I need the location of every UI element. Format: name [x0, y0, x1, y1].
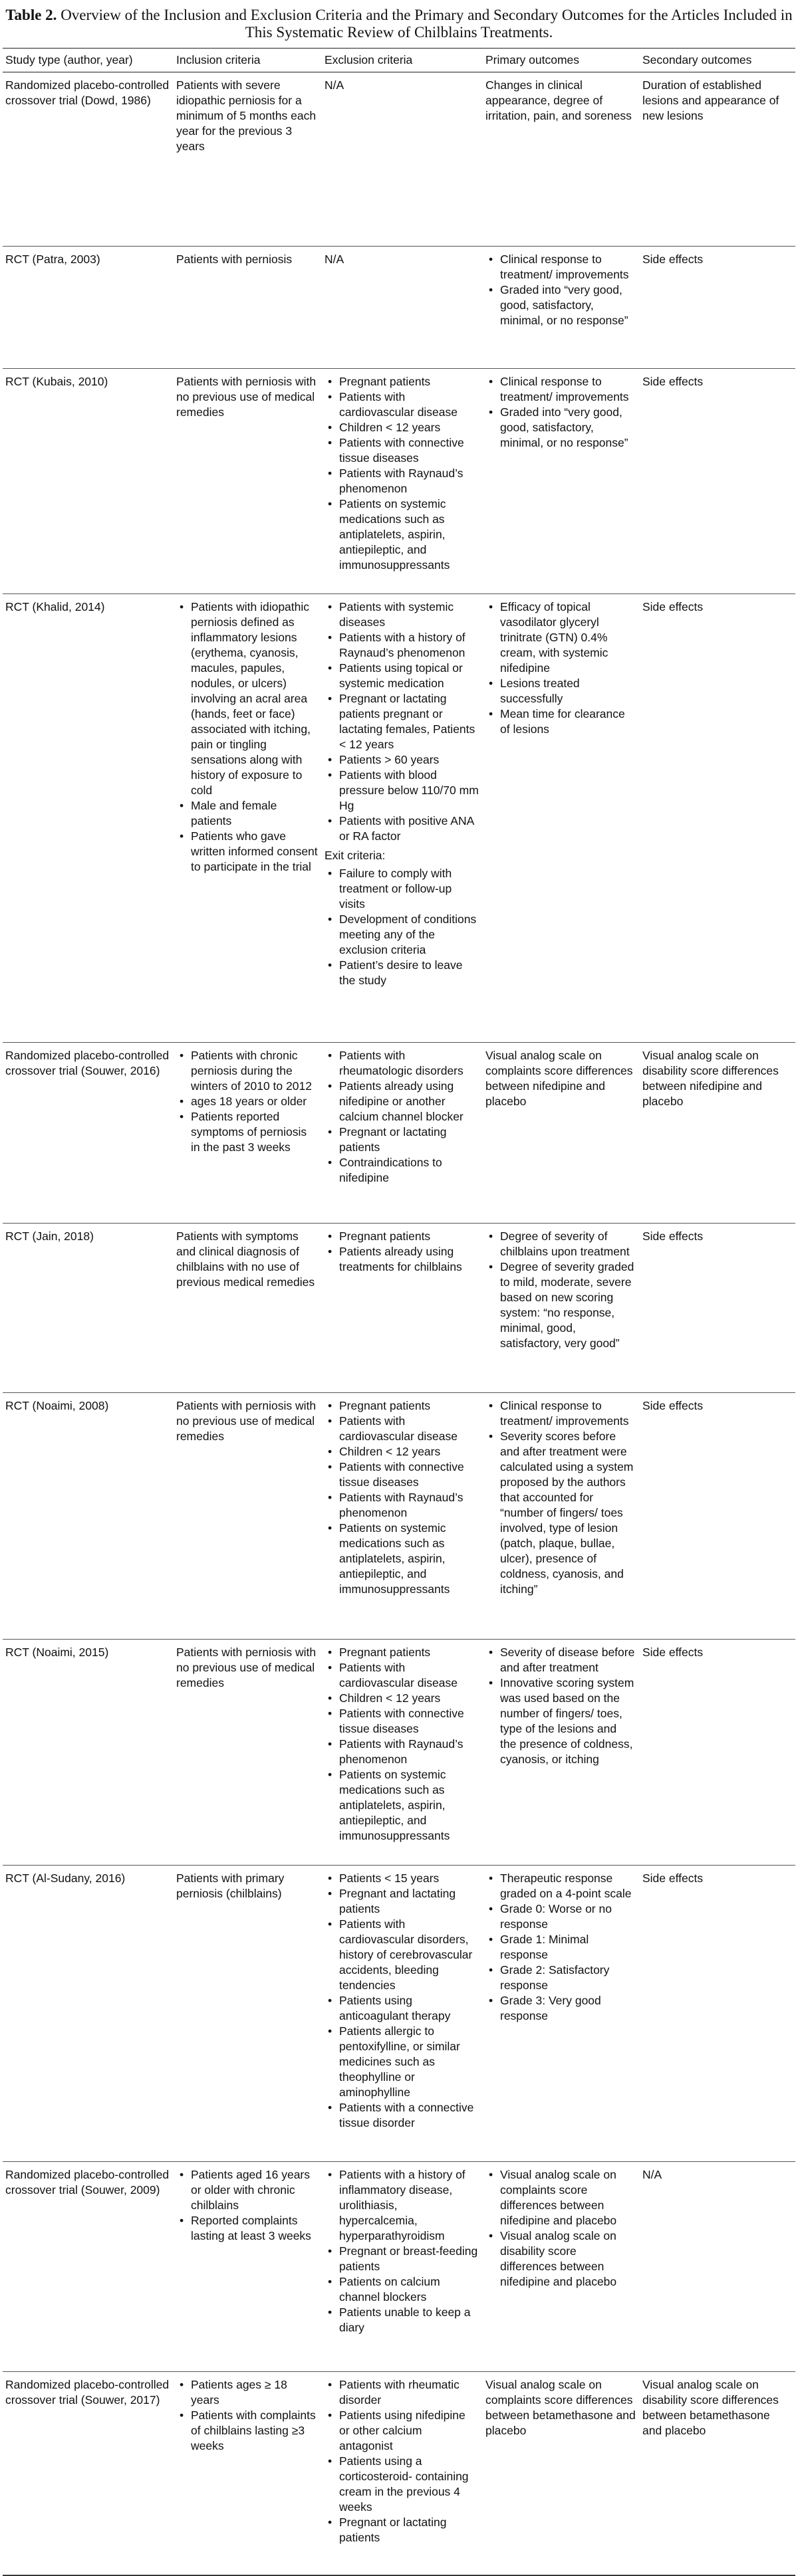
cell-primary-outcomes: [483, 2162, 640, 2372]
bullet-item: • Patients allergic to pentoxifylline, or similar medicines such as theophylline or aminophylline: [325, 2024, 479, 2100]
cell-primary-outcomes: [483, 2372, 640, 2575]
cell-secondary-outcomes: [640, 2162, 795, 2372]
bullet-item: • Patients on systemic medications such as antiplatelets, aspirin, antiepileptic, and immunosuppressants: [325, 1521, 479, 1597]
cell-study-type: Randomized placebo-controlled crossover trial (Souwer, 2017): [5, 2378, 170, 2407]
cell-text: N/A: [642, 2168, 662, 2181]
bullet-item: • Clinical response to treatment/ improvements: [485, 1398, 636, 1429]
bullet-item: • Patients with cardiovascular disease: [325, 389, 479, 420]
cell-text: Side effects: [642, 1230, 704, 1243]
cell-text: Patients with perniosis with no previous use of medical remedies: [176, 1399, 317, 1443]
cell-text: Side effects: [642, 600, 704, 613]
cell-text: Changes in clinical appearance, degree of irritation, pain, and soreness: [485, 78, 632, 122]
bullet-item: • Patients with a history of Raynaud’s phenomenon: [325, 630, 479, 661]
bullet-item: • Patients with connective tissue diseases: [325, 1706, 479, 1737]
cell-text: Side effects: [642, 253, 704, 266]
bullet-item: • Degree of severity graded to mild, moderate, severe based on new scoring system: “no response, minimal, good, satisfactory, very good”: [485, 1259, 636, 1351]
bullet-item: • Patients with cardiovascular disease: [325, 1414, 479, 1444]
cell-exclusion-criteria: [322, 2162, 483, 2372]
bullet-item: • Patients with chronic perniosis during the winters of 2010 to 2012: [176, 1048, 318, 1094]
bullet-list: [176, 1048, 318, 1155]
bullet-item: • Patients with connective tissue diseases: [325, 1459, 479, 1490]
bullet-list: [325, 374, 479, 573]
bullet-item: • Contraindications to nifedipine: [325, 1155, 479, 1186]
bullet-list: [485, 252, 636, 328]
bullet-item: • Patients with positive ANA or RA factor: [325, 813, 479, 844]
cell-exclusion-criteria: [322, 1640, 483, 1866]
header-primary-outcomes: Primary outcomes: [483, 49, 640, 72]
bullet-item: • Grade 3: Very good response: [485, 1993, 636, 2024]
table-caption-text: Overview of the Inclusion and Exclusion Criteria and the Primary and Secondary Outcomes for the Articles Included in This Systematic Review of Chilblains Treatments.: [61, 7, 793, 41]
bullet-item: • Patients already using treatments for chilblains: [325, 1244, 479, 1275]
bullet-item: • Patients with cardiovascular disorders, history of cerebrovascular accidents, bleeding tendencies: [325, 1917, 479, 1993]
cell-text: Side effects: [642, 1872, 704, 1885]
bullet-list: [485, 1229, 636, 1351]
table-row: [3, 2372, 795, 2575]
cell-primary-outcomes: [483, 594, 640, 1043]
bullet-item: • Patients unable to keep a diary: [325, 2305, 479, 2335]
bullet-item: • Visual analog scale on disability score differences between nifedipine and placebo: [485, 2228, 636, 2290]
cell-study-type: RCT (Noaimi, 2015): [5, 1646, 109, 1659]
cell-secondary-outcomes: [640, 369, 795, 594]
bullet-item: • Patient’s desire to leave the study: [325, 958, 479, 988]
cell-exclusion-criteria: [322, 1866, 483, 2162]
table-body: [3, 72, 795, 2575]
bullet-item: • Patients with systemic diseases: [325, 599, 479, 630]
bullet-list: [485, 599, 636, 737]
bullet-item: • Grade 0: Worse or no response: [485, 1901, 636, 1932]
bullet-list: [325, 599, 479, 844]
cell-text: Side effects: [642, 1646, 704, 1659]
bullet-list: [325, 1048, 479, 1186]
cell-exclusion-criteria: [322, 1224, 483, 1393]
bullet-item: • Patients on systemic medications such as antiplatelets, aspirin, antiepileptic, and immunosuppressants: [325, 1767, 479, 1844]
bullet-item: • Children < 12 years: [325, 420, 479, 435]
bullet-list: [325, 2377, 479, 2545]
bullet-list: [485, 1871, 636, 2024]
bullet-item: • Children < 12 years: [325, 1691, 479, 1706]
bullet-item: • Therapeutic response graded on a 4-point scale: [485, 1871, 636, 1901]
cell-inclusion-criteria: [174, 72, 322, 247]
cell-primary-outcomes: [483, 1224, 640, 1393]
cell-primary-outcomes: [483, 1393, 640, 1640]
header-row: [3, 49, 795, 72]
cell-primary-outcomes: [483, 1640, 640, 1866]
cell-text: Patients with perniosis with no previous use of medical remedies: [176, 375, 317, 419]
header-exclusion-criteria: Exclusion criteria: [322, 49, 483, 72]
cell-subheading: Exit criteria:: [325, 849, 386, 862]
cell-text: Side effects: [642, 375, 704, 388]
bullet-item: • Patients > 60 years: [325, 752, 479, 768]
table-row: [3, 1224, 795, 1393]
table-caption-label: Table 2.: [5, 7, 57, 23]
bullet-item: • Patients already using nifedipine or another calcium channel blocker: [325, 1079, 479, 1125]
cell-text: Side effects: [642, 1399, 704, 1412]
bullet-item: • Clinical response to treatment/ improvements: [485, 252, 636, 282]
cell-text: Visual analog scale on complaints score differences between betamethasone and placebo: [485, 2378, 636, 2437]
table-row: [3, 1393, 795, 1640]
cell-study-type: Randomized placebo-controlled crossover trial (Souwer, 2009): [5, 2168, 170, 2197]
table-row: [3, 1043, 795, 1224]
table-row: [3, 72, 795, 247]
bullet-item: • Patients who gave written informed consent to participate in the trial: [176, 829, 318, 875]
bullet-item: • Mean time for clearance of lesions: [485, 706, 636, 737]
bullet-item: • Patients with idiopathic perniosis defined as inflammatory lesions (erythema, cyanosis, macules, papules, nodules, or ulcers) involving an acral area (hands, feet or face) associated with itching, pain or tingling sensations along with history of exposure to cold: [176, 599, 318, 798]
bullet-item: • Male and female patients: [176, 798, 318, 829]
cell-primary-outcomes: [483, 369, 640, 594]
bullet-item: • Patients with connective tissue diseases: [325, 435, 479, 466]
bullet-item: • Pregnant patients: [325, 1645, 479, 1660]
bullet-item: • Grade 1: Minimal response: [485, 1932, 636, 1963]
bullet-item: • Pregnant or breast-feeding patients: [325, 2244, 479, 2274]
table-row: [3, 2162, 795, 2372]
bullet-item: • Innovative scoring system was used based on the number of fingers/ toes, type of the lesions and the presence of coldness, cyanosis, or itching: [485, 1675, 636, 1767]
bullet-item: • Children < 12 years: [325, 1444, 479, 1459]
bullet-item: • Degree of severity of chilblains upon treatment: [485, 1229, 636, 1259]
bullet-item: • Patients with Raynaud’s phenomenon: [325, 1490, 479, 1521]
header-study-type: Study type (author, year): [3, 49, 174, 72]
cell-exclusion-criteria: [322, 247, 483, 369]
cell-text: Patients with severe idiopathic perniosis for a minimum of 5 months each year for the previous 3 years: [176, 78, 317, 153]
cell-study-type: RCT (Noaimi, 2008): [5, 1399, 109, 1412]
bullet-list: [325, 1229, 479, 1275]
cell-study-type: RCT (Patra, 2003): [5, 253, 100, 266]
bullet-item: • Reported complaints lasting at least 3 weeks: [176, 2213, 318, 2244]
bullet-item: • Patients with cardiovascular disease: [325, 1660, 479, 1691]
cell-exclusion-criteria: [322, 2372, 483, 2575]
bullet-item: • Severity of disease before and after treatment: [485, 1645, 636, 1675]
cell-secondary-outcomes: [640, 72, 795, 247]
cell-secondary-outcomes: [640, 594, 795, 1043]
cell-exclusion-criteria: [322, 72, 483, 247]
bullet-item: • Pregnant or lactating patients: [325, 1125, 479, 1155]
bullet-list: [485, 1398, 636, 1597]
cell-inclusion-criteria: [174, 247, 322, 369]
bullet-item: • ages 18 years or older: [176, 1094, 318, 1109]
bullet-list: [325, 1871, 479, 2131]
cell-inclusion-criteria: [174, 1866, 322, 2162]
cell-inclusion-criteria: [174, 2162, 322, 2372]
bullet-list: [485, 1645, 636, 1767]
bullet-item: • Patients ages ≥ 18 years: [176, 2377, 318, 2408]
bullet-item: • Patients on systemic medications such as antiplatelets, aspirin, antiepileptic, and immunosuppressants: [325, 496, 479, 573]
bullet-list: [176, 2167, 318, 2244]
cell-text: Patients with perniosis: [176, 253, 293, 266]
cell-study-type: RCT (Kubais, 2010): [5, 375, 108, 388]
cell-text: Visual analog scale on disability score differences between nifedipine and placebo: [642, 1049, 779, 1108]
table-row: [3, 247, 795, 369]
bullet-list: [176, 2377, 318, 2454]
bullet-item: • Patients using topical or systemic medication: [325, 661, 479, 691]
bullet-item: • Clinical response to treatment/ improvements: [485, 374, 636, 405]
cell-secondary-outcomes: [640, 247, 795, 369]
cell-secondary-outcomes: [640, 1224, 795, 1393]
bullet-item: • Patients with Raynaud’s phenomenon: [325, 466, 479, 496]
cell-study-type: Randomized placebo-controlled crossover trial (Dowd, 1986): [5, 78, 170, 107]
bullet-item: • Development of conditions meeting any of the exclusion criteria: [325, 912, 479, 958]
bullet-item: • Pregnant or lactating patients: [325, 2515, 479, 2545]
bullet-item: • Patients with Raynaud’s phenomenon: [325, 1737, 479, 1767]
bullet-item: • Lesions treated successfully: [485, 676, 636, 706]
cell-primary-outcomes: [483, 72, 640, 247]
cell-inclusion-criteria: [174, 1640, 322, 1866]
bullet-item: • Patients with rheumatologic disorders: [325, 1048, 479, 1079]
cell-secondary-outcomes: [640, 2372, 795, 2575]
cell-text: Visual analog scale on complaints score differences between nifedipine and placebo: [485, 1049, 633, 1108]
bullet-item: • Patients < 15 years: [325, 1871, 479, 1886]
cell-exclusion-criteria: [322, 369, 483, 594]
bullet-list: [485, 2167, 636, 2290]
bullet-item: • Patients with complaints of chilblains lasting ≥3 weeks: [176, 2408, 318, 2454]
bullet-item: • Patients on calcium channel blockers: [325, 2274, 479, 2305]
cell-inclusion-criteria: [174, 594, 322, 1043]
bullet-item: • Graded into “very good, good, satisfactory, minimal, or no response”: [485, 405, 636, 451]
cell-inclusion-criteria: [174, 2372, 322, 2575]
bullet-item: • Patients with a connective tissue disorder: [325, 2100, 479, 2131]
bullet-item: • Pregnant or lactating patients pregnant or lactating females, Patients < 12 years: [325, 691, 479, 752]
cell-inclusion-criteria: [174, 369, 322, 594]
cell-secondary-outcomes: [640, 1393, 795, 1640]
bullet-item: • Pregnant and lactating patients: [325, 1886, 479, 1917]
bullet-item: • Pregnant patients: [325, 1229, 479, 1244]
cell-text: Patients with primary perniosis (chilblains): [176, 1872, 285, 1900]
cell-primary-outcomes: [483, 1866, 640, 2162]
cell-exclusion-criteria: [322, 1043, 483, 1224]
header-inclusion-criteria: Inclusion criteria: [174, 49, 322, 72]
cell-text: Duration of established lesions and appearance of new lesions: [642, 78, 779, 122]
cell-secondary-outcomes: [640, 1043, 795, 1224]
cell-primary-outcomes: [483, 1043, 640, 1224]
bullet-item: • Efficacy of topical vasodilator glyceryl trinitrate (GTN) 0.4% cream, with systemic nifedipine: [485, 599, 636, 676]
bullet-list: [176, 599, 318, 875]
bullet-item: • Failure to comply with treatment or follow-up visits: [325, 866, 479, 912]
bullet-item: • Severity scores before and after treatment were calculated using a system proposed by the authors that accounted for “number of fingers/ toes involved, type of lesion (patch, plaque, bullae, ulcer), presence of coldness, cyanosis, and itching”: [485, 1429, 636, 1597]
bullet-item: • Grade 2: Satisfactory response: [485, 1963, 636, 1993]
cell-text: N/A: [325, 253, 344, 266]
bullet-list: [325, 1398, 479, 1597]
bullet-item: • Patients reported symptoms of perniosis in the past 3 weeks: [176, 1109, 318, 1155]
bullet-list: [325, 1645, 479, 1844]
bullet-item: • Graded into “very good, good, satisfactory, minimal, or no response”: [485, 282, 636, 328]
bullet-list: [325, 866, 479, 988]
table-row: [3, 1866, 795, 2162]
bullet-item: • Patients with a history of inflammatory disease, urolithiasis, hypercalcemia, hyperparathyroidism: [325, 2167, 479, 2244]
cell-study-type: RCT (Jain, 2018): [5, 1230, 94, 1243]
cell-text: N/A: [325, 78, 344, 92]
cell-study-type: RCT (Khalid, 2014): [5, 600, 105, 613]
bullet-item: • Patients using nifedipine or other calcium antagonist: [325, 2408, 479, 2454]
table-header: [3, 49, 795, 72]
bullet-item: • Visual analog scale on complaints score differences between nifedipine and placebo: [485, 2167, 636, 2228]
bullet-item: • Patients with blood pressure below 110/70 mm Hg: [325, 768, 479, 813]
cell-text: Patients with symptoms and clinical diagnosis of chilblains with no use of previous medical remedies: [176, 1230, 315, 1289]
bullet-item: • Pregnant patients: [325, 1398, 479, 1414]
cell-exclusion-criteria: [322, 594, 483, 1043]
bullet-item: • Patients using anticoagulant therapy: [325, 1993, 479, 2024]
cell-secondary-outcomes: [640, 1866, 795, 2162]
bullet-item: • Pregnant patients: [325, 374, 479, 389]
bullet-list: [325, 2167, 479, 2335]
cell-inclusion-criteria: [174, 1224, 322, 1393]
header-secondary-outcomes: Secondary outcomes: [640, 49, 795, 72]
table-caption: [3, 7, 795, 41]
cell-text: Patients with perniosis with no previous use of medical remedies: [176, 1646, 317, 1689]
table-row: [3, 369, 795, 594]
cell-secondary-outcomes: [640, 1640, 795, 1866]
cell-study-type: Randomized placebo-controlled crossover trial (Souwer, 2016): [5, 1049, 170, 1077]
outcomes-table: [3, 48, 795, 2575]
cell-inclusion-criteria: [174, 1043, 322, 1224]
table-row: [3, 594, 795, 1043]
cell-text: Visual analog scale on disability score differences between betamethasone and placebo: [642, 2378, 779, 2437]
bullet-item: • Patients using a corticosteroid- containing cream in the previous 4 weeks: [325, 2454, 479, 2515]
cell-primary-outcomes: [483, 247, 640, 369]
cell-study-type: RCT (Al-Sudany, 2016): [5, 1872, 126, 1885]
bullet-list: [485, 374, 636, 451]
bullet-item: • Patients aged 16 years or older with chronic chilblains: [176, 2167, 318, 2213]
table-row: [3, 1640, 795, 1866]
cell-inclusion-criteria: [174, 1393, 322, 1640]
cell-exclusion-criteria: [322, 1393, 483, 1640]
bullet-item: • Patients with rheumatic disorder: [325, 2377, 479, 2408]
